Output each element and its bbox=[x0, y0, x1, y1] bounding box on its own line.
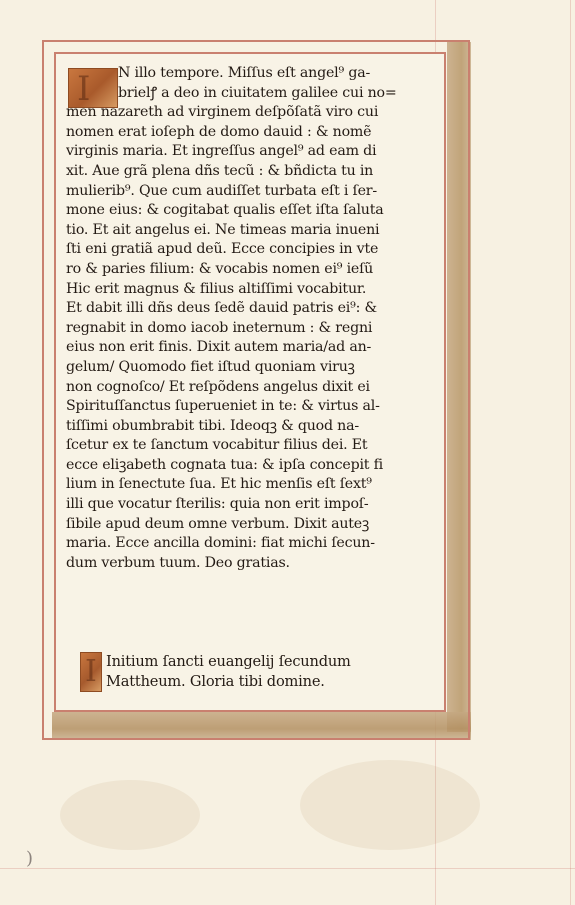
text-line: xit. Aue grã plena dñs tecũ : & bñdicta tu in bbox=[66, 162, 374, 179]
text-line: nomen erat ioſeph de domo dauid : & nomẽ bbox=[66, 123, 372, 140]
margin-mark: ) bbox=[26, 848, 34, 869]
text-line: eius non erit finis. Dixit autem maria/ad an- bbox=[66, 339, 372, 356]
text-line: N illo tempore. Miſſus eſt angel⁹ ga- bbox=[118, 65, 371, 81]
text-line: Hic erit magnus & filius altiſſimi vocabitur. bbox=[66, 280, 367, 297]
text-line: non cognoſco/ Et reſpõdens angelus dixit ei bbox=[66, 378, 370, 395]
text-line: ſibile apud deum omne verbum. Dixit auteꝫ bbox=[66, 515, 370, 532]
text-line: men nazareth ad virginem deſpõſatã viro cui bbox=[66, 104, 379, 121]
text-line: mone eius: & cogitabat qualis eſſet iſta ſaluta bbox=[66, 202, 384, 219]
ruling-line bbox=[0, 868, 575, 869]
rubric-line: Initium ſancti euangelij ſecundum bbox=[106, 653, 351, 670]
text-line: tiſſimi obumbrabit tibi. Ideoqꝫ & quod na- bbox=[66, 417, 359, 434]
text-line: ecce eliꝫabeth cognata tua: & ipſa concepit fi bbox=[66, 456, 383, 473]
text-line: virginis maria. Et ingreſſus angel⁹ ad eam di bbox=[66, 143, 377, 160]
text-line: gelum/ Quomodo fiet iſtud quoniam viruꝫ bbox=[66, 358, 355, 375]
text-line: mulierib⁹. Que cum audiſſet turbata eſt i ſer- bbox=[66, 182, 377, 199]
text-line: maria. Ecce ancilla domini: fiat michi ſecun- bbox=[66, 535, 375, 552]
paper-stain bbox=[300, 760, 480, 850]
text-line: regnabit in domo iacob ineternum : & regni bbox=[66, 319, 373, 336]
paper-stain bbox=[60, 780, 200, 850]
text-line: dum verbum tuum. Deo gratias. bbox=[66, 554, 290, 571]
ruling-line bbox=[570, 0, 571, 905]
gospel-text bbox=[66, 64, 438, 573]
rubric-heading bbox=[106, 652, 436, 692]
rubric-line: Mattheum. Gloria tibi domine. bbox=[106, 673, 325, 690]
text-line: ſcetur ex te ſanctum vocabitur filius dei. Et bbox=[66, 437, 368, 454]
illuminated-initial-i: I bbox=[68, 68, 118, 108]
text-line: ſti eni gratiã apud deũ. Ecce concipies in vte bbox=[66, 241, 379, 258]
text-line: ro & paries filium: & vocabis nomen ei⁹ ieſũ bbox=[66, 260, 374, 277]
text-line: lium in ſenectute ſua. Et hic menſis eſt ſext⁹ bbox=[66, 476, 372, 493]
text-line: brielꝭ a deo in ciuitatem galilee cui no= bbox=[118, 84, 397, 101]
text-line: Spirituſſanctus ſuperueniet in te: & virtus al- bbox=[66, 398, 380, 415]
illuminated-initial-i-small: I bbox=[80, 652, 102, 692]
text-line: Et dabit illi dñs deus ſedẽ dauid patris ei⁹: & bbox=[66, 300, 377, 317]
text-line: tio. Et ait angelus ei. Ne timeas maria inueni bbox=[66, 221, 380, 238]
text-line: illi que vocatur ſterilis: quia non erit impoſ- bbox=[66, 496, 369, 513]
